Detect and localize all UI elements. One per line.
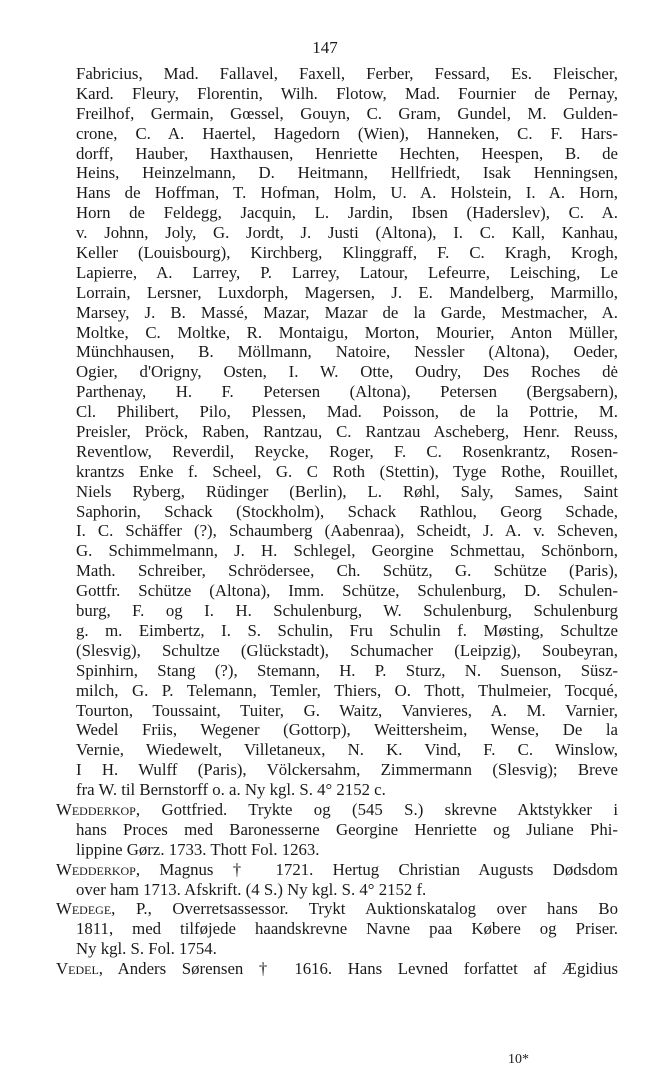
entry-text: P., Overretsassessor. Trykt Auktionskatalog over hans Bo: [115, 899, 618, 919]
entry-text: Magnus † 1721. Hertug Christian Augusts Dødsdom: [140, 859, 618, 879]
text-line: I. C. Schäffer (?), Schaumberg (Aabenraa), Scheidt, J. A. v. Scheven,: [76, 521, 618, 541]
text-line: Freilhof, Germain, Gœssel, Gouyn, C. Gram, Gundel, M. Gulden-: [76, 103, 618, 123]
text-line: Tourton, Toussaint, Tuiter, G. Waitz, Vanvieres, A. M. Varnier,: [76, 700, 618, 720]
text-line: Ogier, d'Origny, Osten, I. W. Otte, Oudry, Des Roches dė: [76, 362, 618, 382]
text-line: Vernie, Wiedewelt, Villetaneux, N. K. Vind, F. C. Winslow,: [76, 740, 618, 760]
page-number: 147: [312, 38, 338, 57]
text-line: over ham 1713. Afskrift. (4 S.) Ny kgl. S. 4° 2152 f.: [76, 879, 427, 899]
text-line: Reventlow, Reverdil, Reycke, Roger, F. C. Rosenkrantz, Rosen-: [76, 441, 618, 461]
text-line: Keller (Louisbourg), Kirchberg, Klinggraff, F. C. Kragh, Krogh,: [76, 243, 618, 263]
text-line: [56, 860, 618, 880]
text-line: [56, 959, 618, 979]
text-line: I H. Wulff (Paris), Völckersahm, Zimmermann (Slesvig); Breve: [76, 760, 618, 780]
text-line: Lapierre, A. Larrey, P. Larrey, Latour, Lefeurre, Leisching, Le: [76, 262, 618, 282]
text-line: Marsey, J. B. Massé, Mazar, Mazar de la Garde, Mestmacher, A.: [76, 302, 618, 322]
entry-heading: Wedderkop,: [56, 859, 141, 879]
entry-text: Gottfried. Trykte og (545 S.) skrevne Aktstykker i: [140, 799, 618, 819]
text-line: Hans de Hoffman, T. Hofman, Holm, U. A. Holstein, I. A. Horn,: [76, 183, 618, 203]
text-line: G. Schimmelmann, J. H. Schlegel, Georgine Schmettau, Schönborn,: [76, 541, 618, 561]
text-line: Math. Schreiber, Schrödersee, Ch. Schütz, G. Schütze (Paris),: [76, 561, 618, 581]
text-line: Gottfr. Schütze (Altona), Imm. Schütze, Schulenburg, D. Schulen-: [76, 581, 618, 601]
entry-wedderkop-magnus: [56, 860, 618, 900]
text-line: fra W. til Bernstorff o. a. Ny kgl. S. 4° 2152 c.: [76, 780, 386, 800]
text-line: crone, C. A. Haertel, Hagedorn (Wien), Hanneken, C. F. Hars-: [76, 123, 618, 143]
signature-mark: 10*: [508, 1052, 529, 1067]
entry-text: Anders Sørensen † 1616. Hans Levned forfattet af Ægidius: [102, 959, 618, 979]
entry-heading: Wedderkop,: [56, 799, 141, 819]
text-line: milch, G. P. Telemann, Temler, Thiers, O. Thott, Thulmeier, Tocqué,: [76, 680, 618, 700]
paragraph-name-list: [56, 64, 618, 800]
body-text: [56, 64, 618, 979]
text-line: v. Johnn, Joly, G. Jordt, J. Justi (Altona), I. C. Kall, Kanhau,: [76, 223, 618, 243]
entry-wedege: [56, 899, 618, 959]
text-line: 1811, med tilføjede haandskrevne Navne paa Købere og Priser.: [76, 919, 618, 939]
text-line: lippine Gørz. 1733. Thott Fol. 1263.: [76, 839, 320, 859]
text-line: dorff, Hauber, Haxthausen, Henriette Hechten, Heespen, B. de: [76, 143, 618, 163]
text-line: krantzs Enke f. Scheel, G. C Roth (Stettin), Tyge Rothe, Rouillet,: [76, 461, 618, 481]
text-line: Cl. Philibert, Pilo, Plessen, Mad. Poisson, de la Pottrie, M.: [76, 402, 618, 422]
text-line: Wedel Friis, Wegener (Gottorp), Weittersheim, Wense, De la: [76, 720, 618, 740]
text-line: Münchhausen, B. Möllmann, Natoire, Nessler (Altona), Oeder,: [76, 342, 618, 362]
text-line: hans Proces med Baronesserne Georgine Henriette og Juliane Phi-: [76, 819, 618, 839]
text-line: (Slesvig), Schultze (Glückstadt), Schumacher (Leipzig), Soubeyran,: [76, 640, 618, 660]
entry-heading: Vedel,: [56, 959, 103, 979]
text-line: Spinhirn, Stang (?), Stemann, H. P. Sturz, N. Suenson, Süsz-: [76, 660, 618, 680]
text-line: Fabricius, Mad. Fallavel, Faxell, Ferber, Fessard, Es. Fleischer,: [76, 64, 618, 83]
text-line: g. m. Eimbertz, I. S. Schulin, Fru Schulin f. Møsting, Schultze: [76, 620, 618, 640]
text-line: Parthenay, H. F. Petersen (Altona), Petersen (Bergsabern),: [76, 382, 618, 402]
text-line: Heins, Heinzelmann, D. Heitmann, Hellfriedt, Isak Henningsen,: [76, 163, 618, 183]
entry-vedel: [56, 959, 618, 979]
entry-wedderkop-gottfried: [56, 800, 618, 860]
text-line: Kard. Fleury, Florentin, Wilh. Flotow, Mad. Fournier de Pernay,: [76, 83, 618, 103]
text-line: Moltke, C. Moltke, R. Montaigu, Morton, Mourier, Anton Müller,: [76, 322, 618, 342]
text-line: Saphorin, Schack (Stockholm), Schack Rathlou, Georg Schade,: [76, 501, 618, 521]
text-line: [56, 899, 618, 919]
text-line: Ny kgl. S. Fol. 1754.: [76, 939, 217, 959]
text-line: Preisler, Pröck, Raben, Rantzau, C. Rantzau Ascheberg, Henr. Reuss,: [76, 422, 618, 442]
text-line: burg, F. og I. H. Schulenburg, W. Schulenburg, Schulenburg: [76, 601, 618, 621]
entry-heading: Wedege,: [56, 899, 116, 919]
text-line: Niels Ryberg, Rüdinger (Berlin), L. Røhl, Saly, Sames, Saint: [76, 481, 618, 501]
text-line: Lorrain, Lersner, Luxdorph, Magersen, J. E. Mandelberg, Marmillo,: [76, 282, 618, 302]
text-line: [56, 800, 618, 820]
text-line: Horn de Feldegg, Jacquin, L. Jardin, Ibsen (Haderslev), C. A.: [76, 203, 618, 223]
